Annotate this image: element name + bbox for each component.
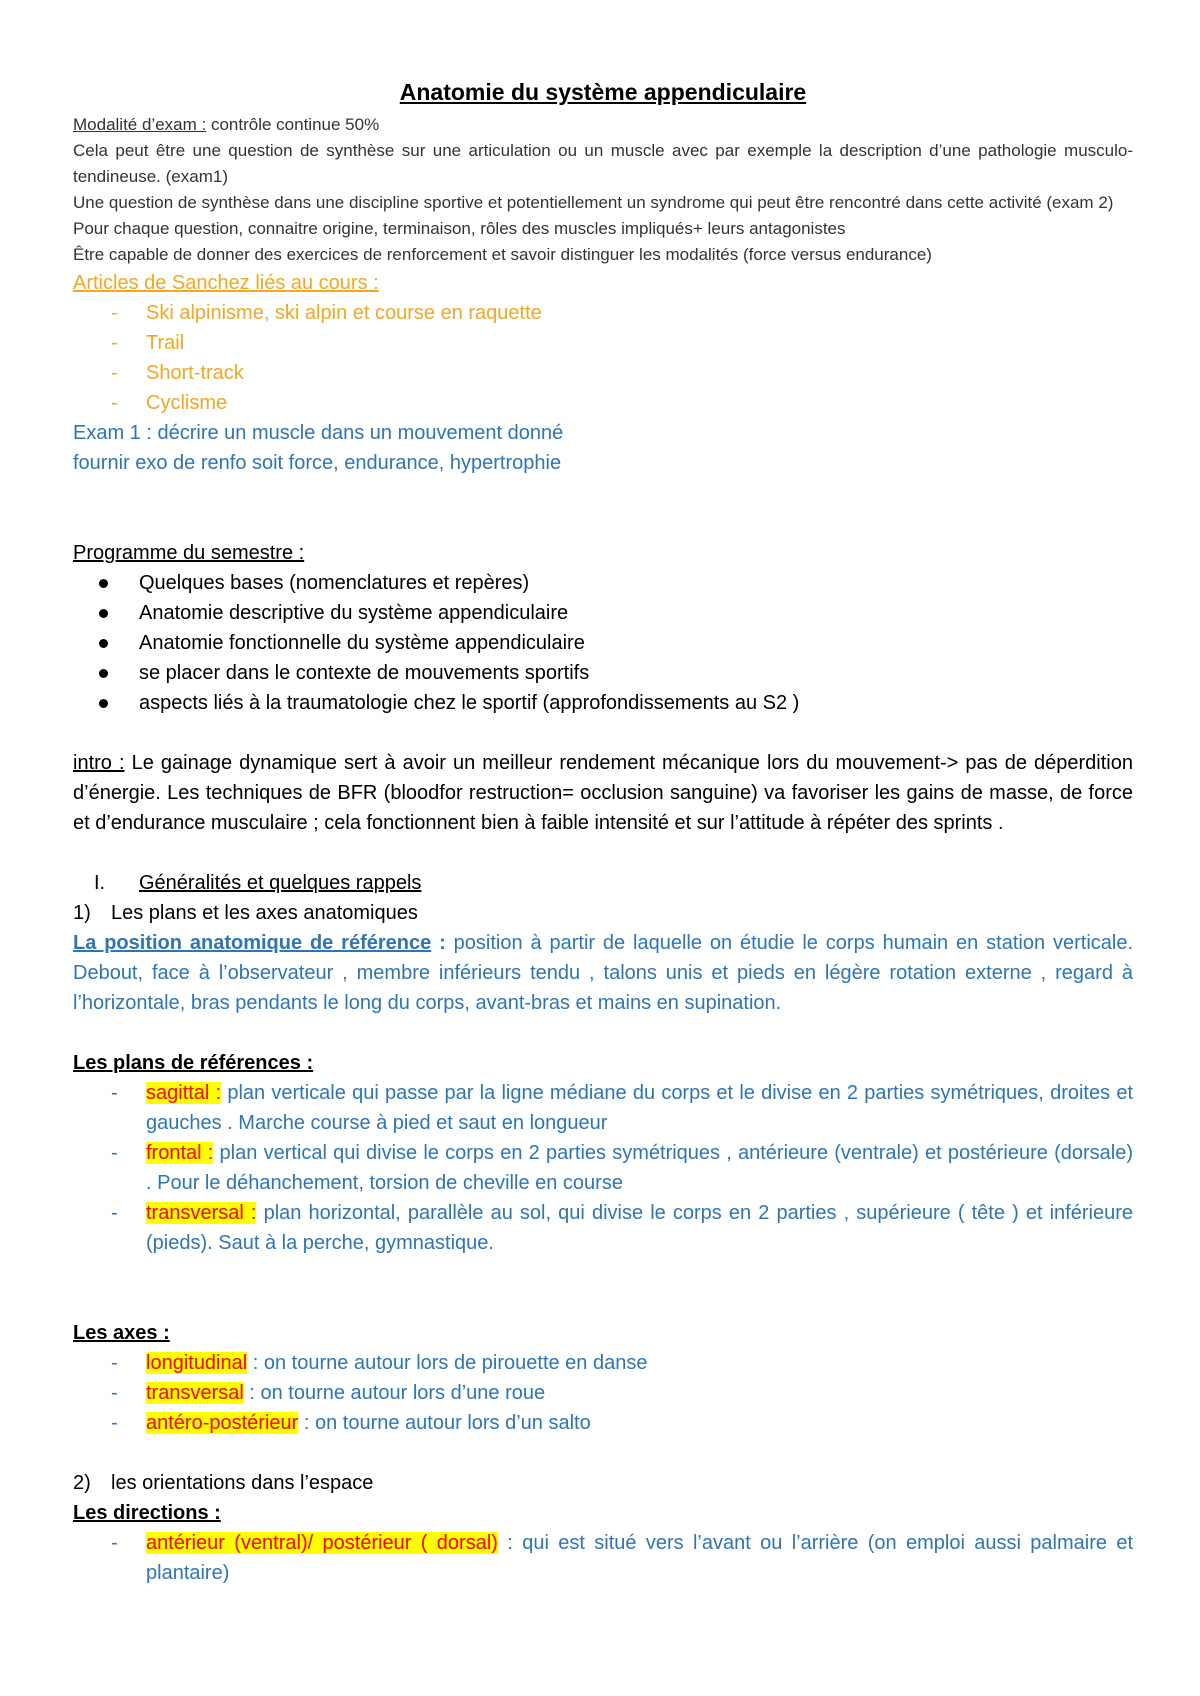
exam-line: Une question de synthèse dans une discipline sportive et potentiellement un syndrome qui peut être rencontré dans cette activité (exam 2) <box>73 193 1114 212</box>
term-highlight: sagittal : <box>146 1082 222 1104</box>
exam-modalite <box>73 112 1133 138</box>
list-item: - antéro-postérieur : on tourne autour lors d’un salto <box>111 1412 591 1434</box>
list-item: Anatomie descriptive du système appendiculaire <box>73 598 1133 628</box>
list-item: - Cyclisme <box>111 392 228 414</box>
list-item: - longitudinal : on tourne autour lors de pirouette en danse <box>111 1352 648 1374</box>
section-1-heading: I. Généralités et quelques rappels <box>94 872 422 894</box>
position-paragraph: La position anatomique de référence : position à partir de laquelle on étudie le corps humain en station verticale. Debout, face à l’observateur , membre inférieurs tendu , talons unis et pieds en légère rotation externe , regard à l’horizontale, bras pendants le long du corps, avant-bras et mains en supination. <box>73 932 1134 1014</box>
intro-text: Le gainage dynamique sert à avoir un meilleur rendement mécanique lors du mouvement-> pas de déperdition d’énergie. Les techniques de BFR (bloodfor restruction= occlusion sanguine) va favoriser les gains de masse, de force et d’endurance musculaire ; cela fonctionnent bien à faible intensité et sur l’attitude à répéter des sprints . <box>73 752 1133 834</box>
exam1-line: Exam 1 : décrire un muscle dans un mouvement donné <box>73 422 564 444</box>
term-highlight: longitudinal <box>146 1352 248 1374</box>
position-label: La position anatomique de référence <box>73 932 432 954</box>
modalite-value: contrôle continue 50% <box>206 115 380 134</box>
bullet-icon <box>99 669 108 678</box>
term-highlight: antéro-postérieur <box>146 1412 299 1434</box>
list-item: - transversal : on tourne autour lors d’une roue <box>111 1382 546 1404</box>
plans-heading: Les plans de références : <box>73 1052 314 1074</box>
list-item: aspects liés à la traumatologie chez le sportif (approfondissements au S2 ) <box>73 688 1133 718</box>
directions-list <box>73 1528 1133 1588</box>
plans-list <box>73 1078 1133 1258</box>
programme-list <box>73 568 1133 718</box>
articles-list <box>73 298 1133 418</box>
list-item: - antérieur (ventral)/ postérieur ( dorsal) : qui est situé vers l’avant ou l’arrière (on emploi aussi palmaire et plantaire) <box>111 1532 1134 1584</box>
directions-heading: Les directions : <box>73 1502 221 1524</box>
term-highlight: frontal : <box>146 1142 214 1164</box>
intro-paragraph <box>73 748 1133 838</box>
list-item: Anatomie fonctionnelle du système appendiculaire <box>73 628 1133 658</box>
document-page <box>73 78 1133 1588</box>
articles-heading: Articles de Sanchez liés au cours : <box>73 272 379 294</box>
programme-heading: Programme du semestre : <box>73 542 305 564</box>
term-highlight: transversal : <box>146 1202 257 1224</box>
term-highlight: antérieur (ventral)/ postérieur ( dorsal) <box>146 1532 498 1554</box>
axes-heading: Les axes : <box>73 1322 170 1344</box>
term-highlight: transversal <box>146 1382 244 1404</box>
exam-line: Cela peut être une question de synthèse sur une articulation ou un muscle avec par exemple la description d’une pathologie musculo-tendineuse. (exam1) <box>73 141 1133 186</box>
exam1-line: fournir exo de renfo soit force, endurance, hypertrophie <box>73 452 562 474</box>
subsection-2: 2) les orientations dans l’espace <box>73 1472 374 1494</box>
exam-line: Être capable de donner des exercices de renforcement et savoir distinguer les modalités (force versus endurance) <box>73 245 932 264</box>
list-item: - sagittal : plan verticale qui passe par la ligne médiane du corps et le divise en 2 parties symétriques, droites et gauches . Marche course à pied et saut en longueur <box>111 1082 1133 1134</box>
modalite-label: Modalité d’exam : <box>73 115 207 134</box>
bullet-icon <box>99 639 108 648</box>
intro-label: intro : <box>73 752 125 774</box>
list-item: - Ski alpinisme, ski alpin et course en raquette <box>111 302 542 324</box>
page-title: Anatomie du système appendiculaire <box>399 79 807 105</box>
bullet-icon <box>99 609 108 618</box>
list-item: - Trail <box>111 332 185 354</box>
list-item: - Short-track <box>111 362 244 384</box>
list-item: - transversal : plan horizontal, parallèle au sol, qui divise le corps en 2 parties , supérieure ( tête ) et inférieure (pieds). Saut à la perche, gymnastique. <box>111 1202 1133 1254</box>
axes-list <box>73 1348 1133 1438</box>
list-item: - frontal : plan vertical qui divise le corps en 2 parties symétriques , antérieure (ventrale) et postérieure (dorsale) . Pour le déhanchement, torsion de cheville en course <box>111 1142 1133 1194</box>
exam-line: Pour chaque question, connaitre origine, terminaison, rôles des muscles impliqués+ leurs antagonistes <box>73 219 846 238</box>
list-item: se placer dans le contexte de mouvements sportifs <box>73 658 1133 688</box>
bullet-icon <box>99 699 108 708</box>
list-item: Quelques bases (nomenclatures et repères) <box>73 568 1133 598</box>
subsection-1: 1) Les plans et les axes anatomiques <box>73 902 418 924</box>
bullet-icon <box>99 579 108 588</box>
